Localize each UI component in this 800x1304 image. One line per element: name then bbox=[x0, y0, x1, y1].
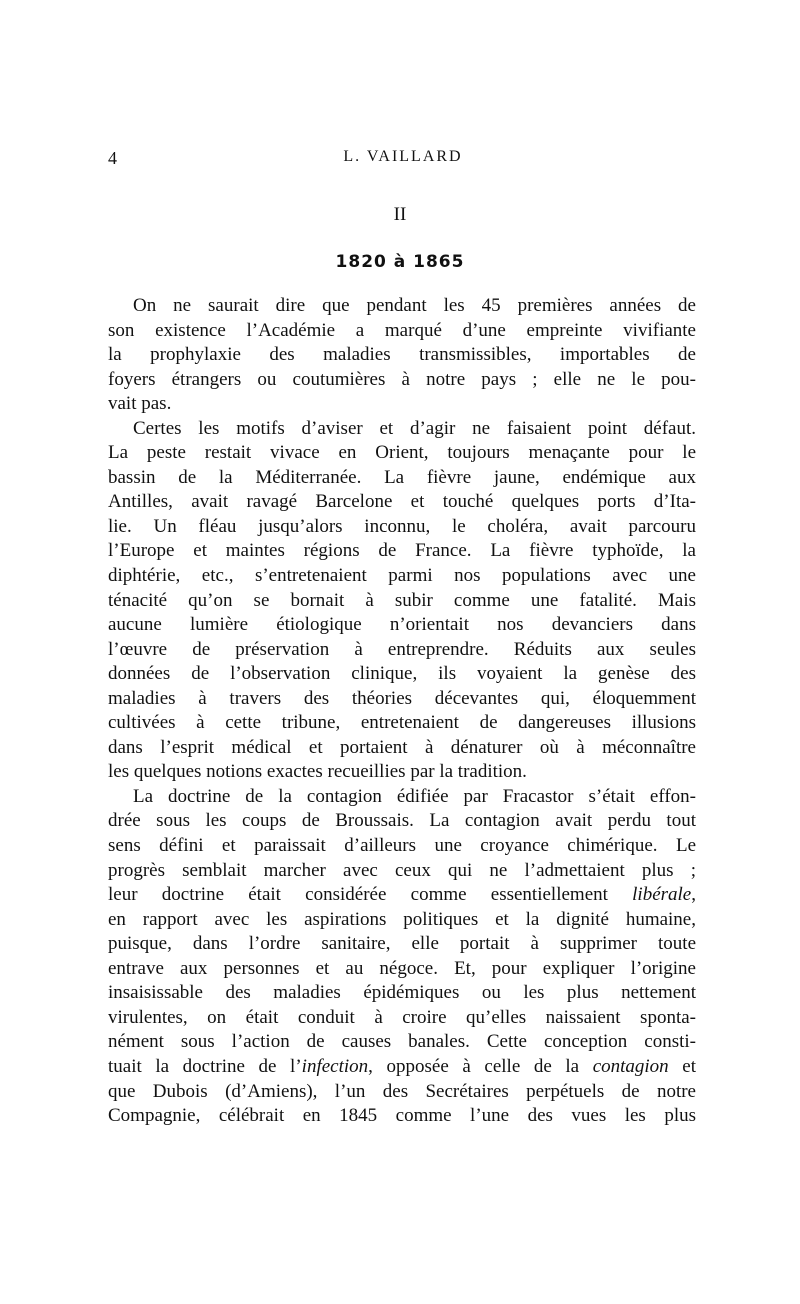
text-line: en rapport avec les aspirations politiques et la dignité humaine, bbox=[108, 908, 696, 930]
text-run: leur doctrine était considérée comme essentiellement bbox=[108, 884, 633, 906]
text-line: drée sous les coups de Broussais. La contagion avait perdu tout bbox=[108, 810, 696, 832]
text-line: aucune lumière étiologique n’orientait nos devanciers dans bbox=[108, 614, 696, 636]
text-line: l’Europe et maintes régions de France. La fièvre typhoïde, la bbox=[108, 540, 696, 562]
text-line bbox=[108, 883, 696, 908]
text-line: virulentes, on était conduit à croire qu’elles naissaient sponta- bbox=[108, 1006, 696, 1028]
running-head bbox=[108, 148, 698, 172]
text-run: , bbox=[691, 884, 696, 906]
text-line: maladies à travers des théories décevantes qui, éloquemment bbox=[108, 687, 696, 709]
text-line: ténacité qu’on se bornait à subir comme une fatalité. Mais bbox=[108, 589, 696, 611]
text-line: l’œuvre de préservation à entreprendre. Réduits aux seules bbox=[108, 638, 696, 660]
text-line: entrave aux personnes et au négoce. Et, pour expliquer l’origine bbox=[108, 957, 696, 979]
text-line: puisque, dans l’ordre sanitaire, elle portait à supprimer toute bbox=[108, 933, 696, 955]
text-line: son existence l’Académie a marqué d’une empreinte vivifiante bbox=[108, 319, 696, 341]
text-line: que Dubois (d’Amiens), l’un des Secrétaires perpétuels de notre bbox=[108, 1080, 696, 1102]
text-line: cultivées à cette tribune, entretenaient de dangereuses illusions bbox=[108, 712, 696, 734]
text-line: Certes les motifs d’aviser et d’agir ne faisaient point défaut. bbox=[133, 417, 696, 439]
text-line: lie. Un fléau jusqu’alors inconnu, le choléra, avait parcouru bbox=[108, 515, 696, 537]
page-number: 4 bbox=[108, 148, 118, 168]
section-number: II bbox=[393, 204, 407, 225]
text-line: Antilles, avait ravagé Barcelone et touché quelques ports d’Ita- bbox=[108, 491, 696, 513]
text-run: et bbox=[668, 1055, 696, 1077]
text-line: progrès semblait marcher avec ceux qui ne l’admettaient plus ; bbox=[108, 859, 696, 881]
text-line: nément sous l’action de causes banales. Cette conception consti- bbox=[108, 1031, 696, 1053]
text-line bbox=[108, 1055, 696, 1080]
text-line: données de l’observation clinique, ils voyaient la genèse des bbox=[108, 663, 696, 685]
text-run: , opposée à celle de la bbox=[368, 1055, 593, 1077]
body-text bbox=[108, 294, 696, 1129]
text-line: La peste restait vivace en Orient, toujours menaçante pour le bbox=[108, 442, 696, 464]
text-line: vait pas. bbox=[108, 393, 172, 415]
text-line: dans l’esprit médical et portaient à dénaturer où à méconnaître bbox=[108, 736, 696, 758]
italic-term: infection bbox=[301, 1055, 369, 1077]
italic-term: contagion bbox=[592, 1055, 669, 1077]
section-title: 1820 à 1865 bbox=[335, 252, 465, 272]
text-line: Compagnie, célébrait en 1845 comme l’une des vues les plus bbox=[108, 1105, 696, 1127]
running-title: L. VAILLARD bbox=[343, 148, 463, 165]
text-line: bassin de la Méditerranée. La fièvre jaune, endémique aux bbox=[108, 466, 696, 488]
text-line: insaisissable des maladies épidémiques ou les plus nettement bbox=[108, 982, 696, 1004]
text-line: foyers étrangers ou coutumières à notre pays ; elle ne le pou- bbox=[108, 368, 696, 390]
text-line: sens défini et paraissait d’ailleurs une croyance chimérique. Le bbox=[108, 835, 696, 857]
text-line: les quelques notions exactes recueillies par la tradition. bbox=[108, 761, 527, 783]
text-line: diphtérie, etc., s’entretenaient parmi nos populations avec une bbox=[108, 565, 696, 587]
text-line: On ne saurait dire que pendant les 45 premières années de bbox=[133, 295, 696, 316]
text-line: La doctrine de la contagion édifiée par Fracastor s’était effon- bbox=[133, 785, 696, 807]
text-line: la prophylaxie des maladies transmissibles, importables de bbox=[108, 344, 696, 366]
text-run: tuait la doctrine de l’ bbox=[108, 1055, 302, 1077]
italic-term: libérale bbox=[632, 884, 692, 906]
